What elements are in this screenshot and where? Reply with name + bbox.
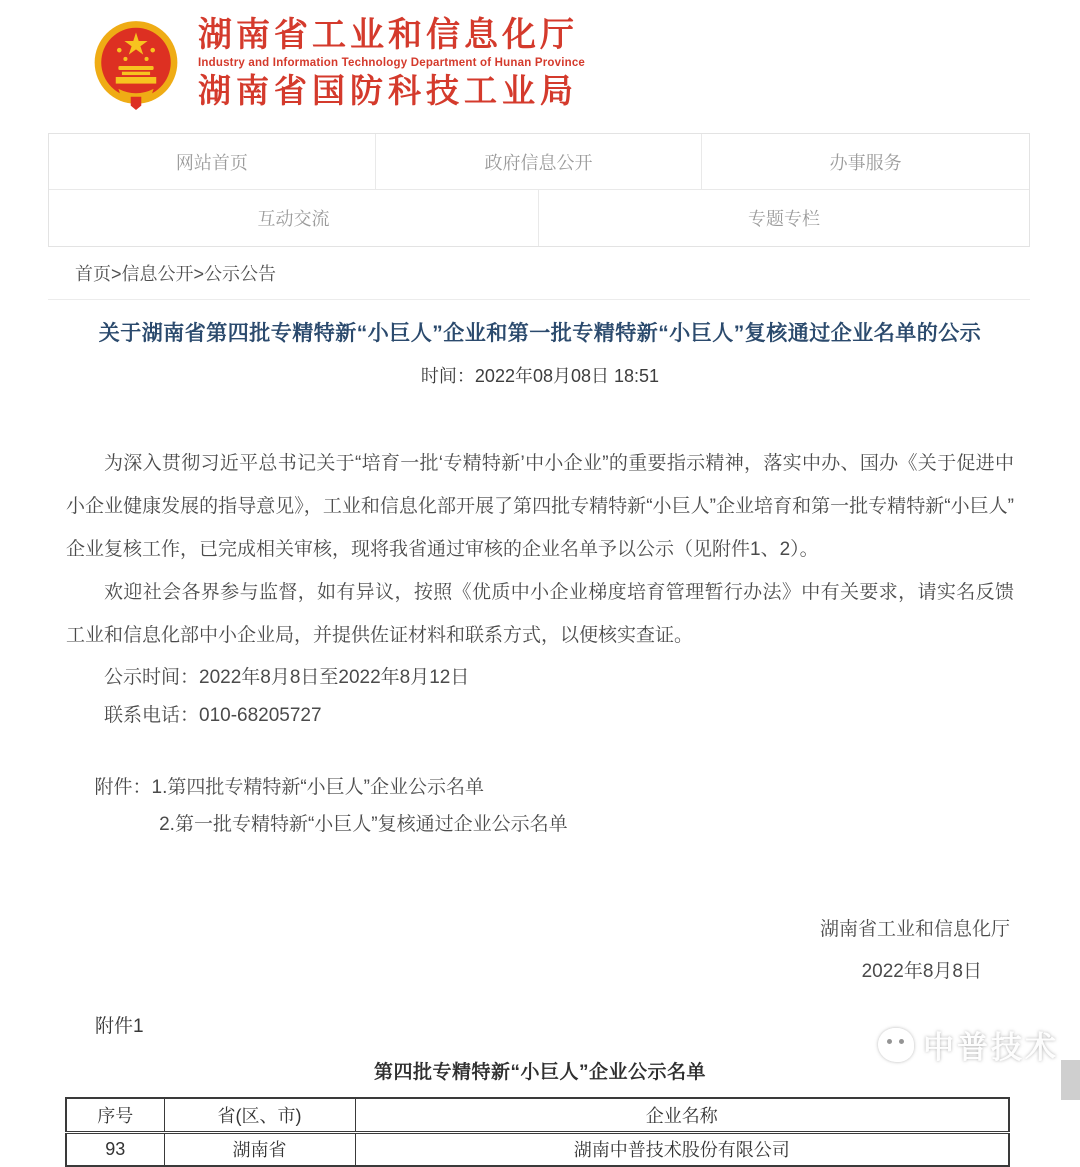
paragraph-1: 为深入贯彻习近平总书记关于“培育一批‘专精特新’中小企业”的重要指示精神，落实中办、国办《关于促进中小企业健康发展的指导意见》，工业和信息化部开展了第四批专精特新“小巨人”企业培育和第一批专精特新“小巨人”企业复核工作，已完成相关审核，现将我省通过审核的企业名单予以公示（见附件1、2）。 <box>66 453 1014 560</box>
main-nav <box>48 133 1030 247</box>
watermark-text: 中普技术 <box>923 1030 1059 1065</box>
attachment-link-1[interactable]: 附件：1.第四批专精特新“小巨人”企业公示名单 <box>94 777 485 798</box>
breadcrumb-bar <box>48 247 1030 300</box>
table-row <box>66 1132 1009 1166</box>
attachment1-table-title: 第四批专精特新“小巨人”企业公示名单 <box>373 1062 706 1083</box>
nav-item-interaction[interactable]: 互动交流 <box>49 190 539 246</box>
nav-item-home[interactable]: 网站首页 <box>49 134 376 189</box>
attachment1-label: 附件1 <box>95 1016 144 1037</box>
cell-no: 93 <box>66 1132 164 1166</box>
zhongpu-mascot-icon <box>878 1028 914 1062</box>
breadcrumb[interactable]: 首页>信息公开>公示公告 <box>75 264 277 284</box>
cell-province: 湖南省 <box>164 1132 355 1166</box>
publish-time: 时间：2022年08月08日 18:51 <box>420 366 660 386</box>
col-header-province: 省(区、市) <box>164 1098 355 1132</box>
col-header-company: 企业名称 <box>355 1098 1009 1132</box>
attachment-link-2[interactable]: 2.第一批专精特新“小巨人”复核通过企业公示名单 <box>159 814 568 835</box>
contact-phone: 联系电话：010-68205727 <box>104 705 322 726</box>
cell-company: 湖南中普技术股份有限公司 <box>355 1132 1009 1166</box>
article-body <box>66 442 1014 993</box>
nav-item-gov-info[interactable]: 政府信息公开 <box>376 134 703 189</box>
watermark <box>878 1022 1059 1067</box>
paragraph-2: 欢迎社会各界参与监督，如有异议，按照《优质中小企业梯度培育管理暂行办法》中有关要求，请实名反馈工业和信息化部中小企业局，并提供佐证材料和联系方式，以便核实查证。 <box>66 582 1014 646</box>
sign-date: 2022年8月8日 <box>861 961 982 982</box>
nav-item-services[interactable]: 办事服务 <box>829 152 902 173</box>
col-header-no: 序号 <box>66 1098 164 1132</box>
site-title-block <box>198 16 585 110</box>
page-title: 关于湖南省第四批专精特新“小巨人”企业和第一批专精特新“小巨人”复核通过企业名单的公示 <box>98 322 982 345</box>
attachments-list <box>66 769 1014 843</box>
company-table <box>65 1097 1010 1167</box>
publicity-period: 公示时间：2022年8月8日至2022年8月12日 <box>104 667 470 688</box>
national-emblem-icon <box>92 20 180 112</box>
signer-name: 湖南省工业和信息化厅 <box>819 919 1010 940</box>
nav-item-special-columns[interactable]: 专题专栏 <box>748 209 820 229</box>
site-header <box>0 0 1080 133</box>
signature-block <box>66 909 1014 993</box>
site-title-cn-1: 湖南省工业和信息化厅 <box>198 16 578 54</box>
scrollbar-thumb[interactable] <box>1061 1060 1080 1100</box>
table-header-row <box>66 1098 1009 1132</box>
site-title-en: Industry and Information Technology Department of Hunan Province <box>198 57 586 69</box>
site-title-cn-2: 湖南省国防科技工业局 <box>198 72 578 109</box>
